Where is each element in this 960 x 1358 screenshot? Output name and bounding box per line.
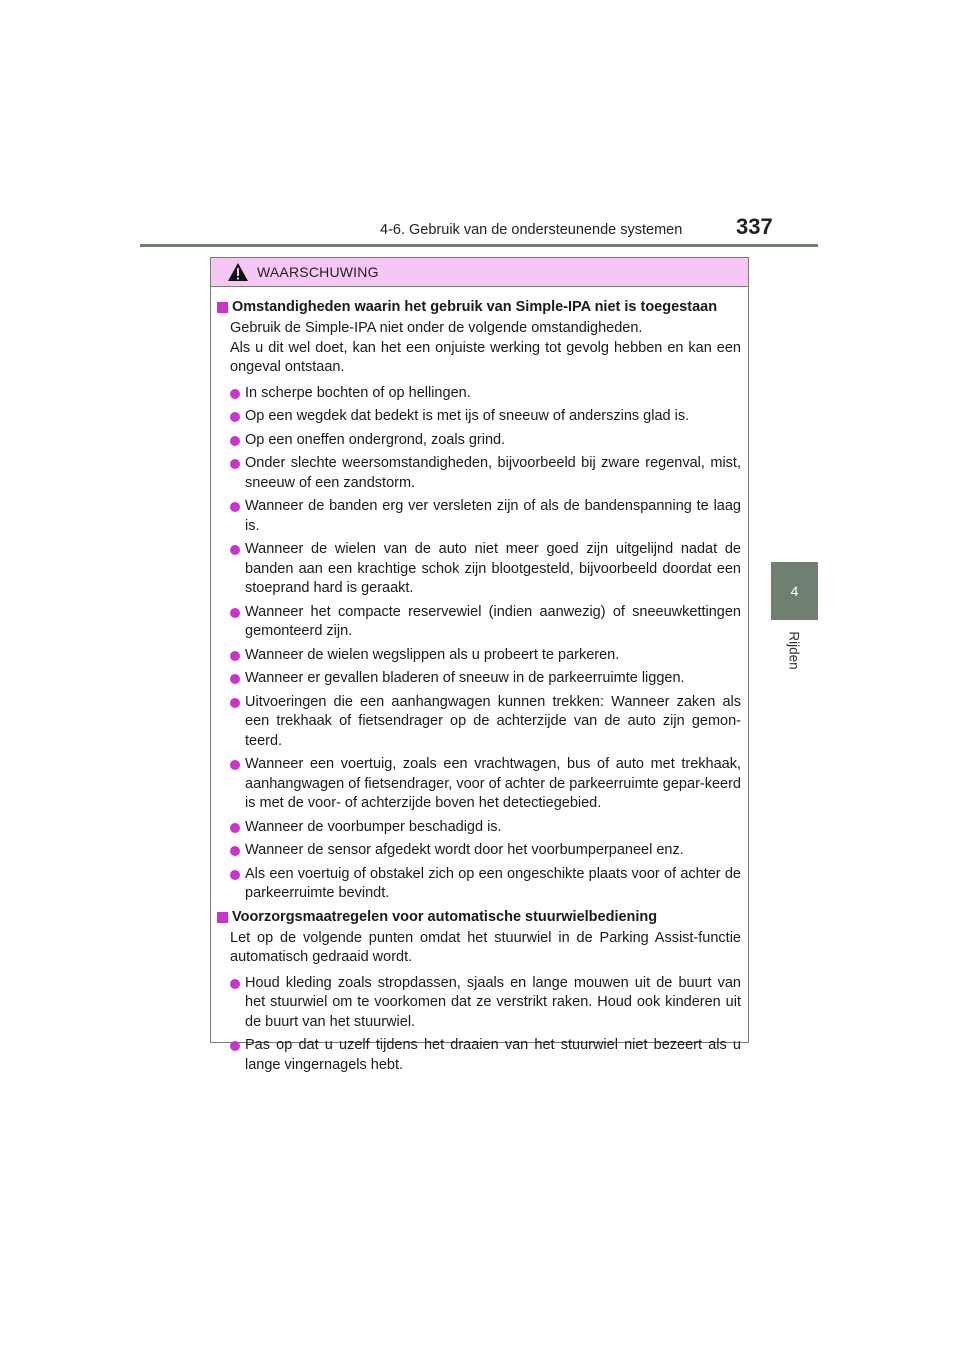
intro-line: Let op de volgende punten omdat het stuurwiel in de Parking Assist-functie automatisch gedraaid wordt. xyxy=(230,929,741,965)
warning-body xyxy=(211,287,748,1075)
warning-triangle-icon xyxy=(227,262,249,282)
bullet-dot-icon xyxy=(230,823,240,833)
bullet-dot-icon xyxy=(230,698,240,708)
list-item xyxy=(217,669,741,689)
list-item-text: Op een wegdek dat bedekt is met ijs of sneeuw of anderszins glad is. xyxy=(245,408,690,424)
bullet-dot-icon xyxy=(230,436,240,446)
list-item-text: Wanneer de voorbumper beschadigd is. xyxy=(245,818,502,835)
bullet-dot-icon xyxy=(230,760,240,770)
chapter-tab xyxy=(771,562,818,620)
list-item xyxy=(217,1036,741,1075)
list-item-text: Wanneer de wielen wegslippen als u probeert te parkeren. xyxy=(245,646,620,663)
list-item-text: Als een voertuig of obstakel zich op een ongeschikte plaats voor of achter de parkeerruimte bevindt. xyxy=(245,865,741,901)
list-item xyxy=(217,693,741,752)
list-item-text: Wanneer er gevallen bladeren of sneeuw in de parkeerruimte liggen. xyxy=(245,670,685,686)
list-item xyxy=(217,497,741,536)
list-item xyxy=(217,865,741,904)
list-item xyxy=(217,454,741,493)
section-heading-text: Omstandigheden waarin het gebruik van Simple-IPA niet is toegestaan xyxy=(232,299,718,315)
list-item xyxy=(217,974,741,1033)
bullet-dot-icon xyxy=(230,870,240,880)
section-intro xyxy=(217,929,741,968)
intro-line: Gebruik de Simple-IPA niet onder de volgende omstandigheden. xyxy=(230,320,643,336)
warning-box xyxy=(210,257,749,1073)
list-item-text: Wanneer een voertuig, zoals een vrachtwagen, bus of auto met trekhaak, aanhangwagen of fietsendrager, voor of achter de parkeerruimte gepar-keerd is met de voor- of achterzijde boven het detectiegebied. xyxy=(245,756,741,811)
chapter-label: Rijden xyxy=(787,630,802,670)
bullet-dot-icon xyxy=(230,502,240,512)
list-item xyxy=(217,407,741,427)
list-item-text: Onder slechte weersomstandigheden, bijvoorbeeld bij zware regenval, mist, sneeuw of een zandstorm. xyxy=(245,455,741,491)
list-item-text: Wanneer het compacte reservewiel (indien aanwezig) of sneeuwkettingen gemonteerd zijn. xyxy=(245,603,741,639)
list-item xyxy=(217,540,741,599)
section-intro xyxy=(217,319,741,378)
page-number: 337 xyxy=(736,214,773,239)
list-item xyxy=(217,646,741,666)
list-item-text: Houd kleding zoals stropdassen, sjaals en lange mouwen uit de buurt van het stuurwiel om te voorkomen dat ze verstrikt raken. Houd ook kinderen uit de buurt van het stuurwiel. xyxy=(245,974,741,1030)
section-heading-text: Voorzorgsmaatregelen voor automatische stuurwielbediening xyxy=(232,908,658,925)
square-bullet-icon xyxy=(217,302,228,313)
list-item xyxy=(217,603,741,642)
chapter-label-wrap xyxy=(771,620,818,680)
warning-header xyxy=(211,258,748,287)
bullet-dot-icon xyxy=(230,1041,240,1051)
header-rule xyxy=(140,244,818,247)
bullet-dot-icon xyxy=(230,608,240,618)
list-item-text: Wanneer de sensor afgedekt wordt door het voorbumperpaneel enz. xyxy=(245,842,684,858)
list-item-text: Wanneer de banden erg ver versleten zijn of als de bandenspanning te laag is. xyxy=(245,498,741,534)
section-heading xyxy=(217,298,741,317)
list-item-text: Wanneer de wielen van de auto niet meer goed zijn uitgelijnd nadat de banden aan een krachtige schok zijn blootgesteld, bijvoorbeeld doordat een stoeprand hard is geraakt. xyxy=(245,541,741,596)
list-item xyxy=(217,841,741,861)
chapter-number: 4 xyxy=(790,583,799,599)
section-title: 4-6. Gebruik van de ondersteunende systemen xyxy=(380,222,683,238)
bullet-dot-icon xyxy=(230,389,240,399)
bullet-dot-icon xyxy=(230,412,240,422)
list-item-text: Uitvoeringen die een aanhangwagen kunnen trekken: Wanneer zaken als een trekhaak of fietsendrager op de achterzijde van de auto zijn gemon-teerd. xyxy=(245,693,741,749)
list-item-text: In scherpe bochten of op hellingen. xyxy=(245,384,471,401)
list-item xyxy=(217,384,741,404)
list-item-text: Op een oneffen ondergrond, zoals grind. xyxy=(245,431,506,448)
list-item xyxy=(217,431,741,451)
bullet-dot-icon xyxy=(230,651,240,661)
square-bullet-icon xyxy=(217,912,228,923)
bullet-dot-icon xyxy=(230,674,240,684)
section-heading xyxy=(217,908,741,927)
warning-title: WAARSCHUWING xyxy=(257,264,379,280)
intro-line: Als u dit wel doet, kan het een onjuiste werking tot gevolg hebben en kan een ongeval ontstaan. xyxy=(230,339,741,375)
bullet-dot-icon xyxy=(230,459,240,469)
list-item xyxy=(217,818,741,838)
list-item-text: Pas op dat u uzelf tijdens het draaien van het stuurwiel niet bezeert als u lange vingernagels hebt. xyxy=(245,1037,741,1073)
bullet-dot-icon xyxy=(230,846,240,856)
bullet-dot-icon xyxy=(230,545,240,555)
list-item xyxy=(217,755,741,814)
bullet-dot-icon xyxy=(230,979,240,989)
